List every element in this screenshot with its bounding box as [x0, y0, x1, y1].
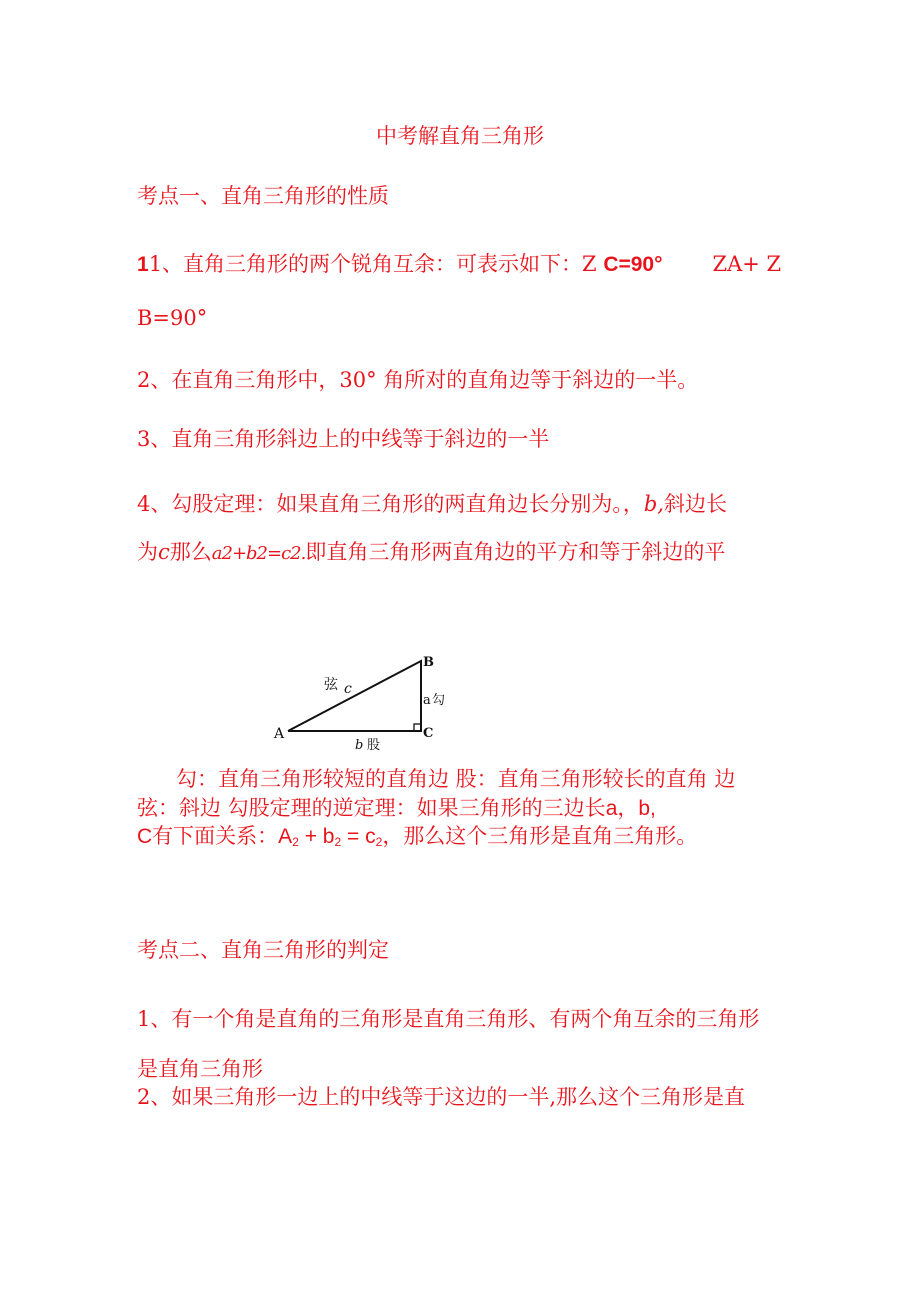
label-b: b [355, 738, 364, 753]
converse-formula: $A_2 + b_2 = c_2$ [278, 825, 383, 849]
item3: 3、直角三角形斜边上的中线等于斜边的一半 [137, 427, 550, 451]
section2-heading: 考点二、直角三角形的判定 [137, 938, 389, 962]
label-gou: 勾 [432, 693, 446, 708]
right-triangle-diagram [266, 648, 456, 758]
item4-line1: 4、勾股定理：如果直角三角形的两直角边长分别为。，b,斜边长 [137, 492, 727, 516]
s2-item1-line1: 1、有一个角是直角的三角形是直角三角形、有两个角互余的三角形 [137, 1007, 760, 1031]
label-a: a [423, 693, 431, 708]
s2-item2: 2、如果三角形一边上的中线等于这边的一半,那么这个三角形是直 [137, 1085, 746, 1109]
label-C: C [423, 726, 434, 741]
item1-tail: ZA+ Z [712, 252, 782, 276]
defs-line1: 勾：直角三角形较短的直角边 股：直角三角形较长的直角 边 [176, 767, 736, 791]
label-B: B [423, 655, 434, 670]
section1-heading: 考点一、直角三角形的性质 [137, 184, 389, 208]
item2: 2、在直角三角形中，30° 角所对的直角边等于斜边的一半。 [137, 368, 699, 392]
item4-line2: 为c那么a2+b2=c2.即直角三角形两直角边的平方和等于斜边的平 [137, 540, 726, 564]
item1-text: 1、直角三角形的两个锐角互余：可表示如下：Z [148, 252, 604, 276]
item1-number: 1 [137, 253, 149, 276]
pythagorean-formula: a2+b2=c2. [211, 543, 306, 564]
label-c: c [344, 681, 352, 697]
item1-line2: B=90° [137, 306, 208, 330]
page-title: 中考解直角三角形 [376, 124, 544, 148]
label-hypotenuse: 弦 [324, 677, 338, 693]
item1-line1 [137, 250, 781, 279]
s2-item1-line2: 是直角三角形 [137, 1057, 263, 1081]
defs-line3: C有下面关系：$A_2 + b_2 = c_2$，那么这个三角形是直角三角形。 [137, 824, 698, 849]
right-angle-marker [414, 724, 421, 731]
label-A: A [274, 726, 285, 742]
defs-line2: 弦：斜边 勾股定理的逆定理：如果三角形的三边长a，b, [137, 796, 656, 820]
item1-c90: C=90° [603, 253, 663, 276]
label-gu: 股 [367, 738, 381, 753]
triangle-outline [288, 661, 421, 731]
